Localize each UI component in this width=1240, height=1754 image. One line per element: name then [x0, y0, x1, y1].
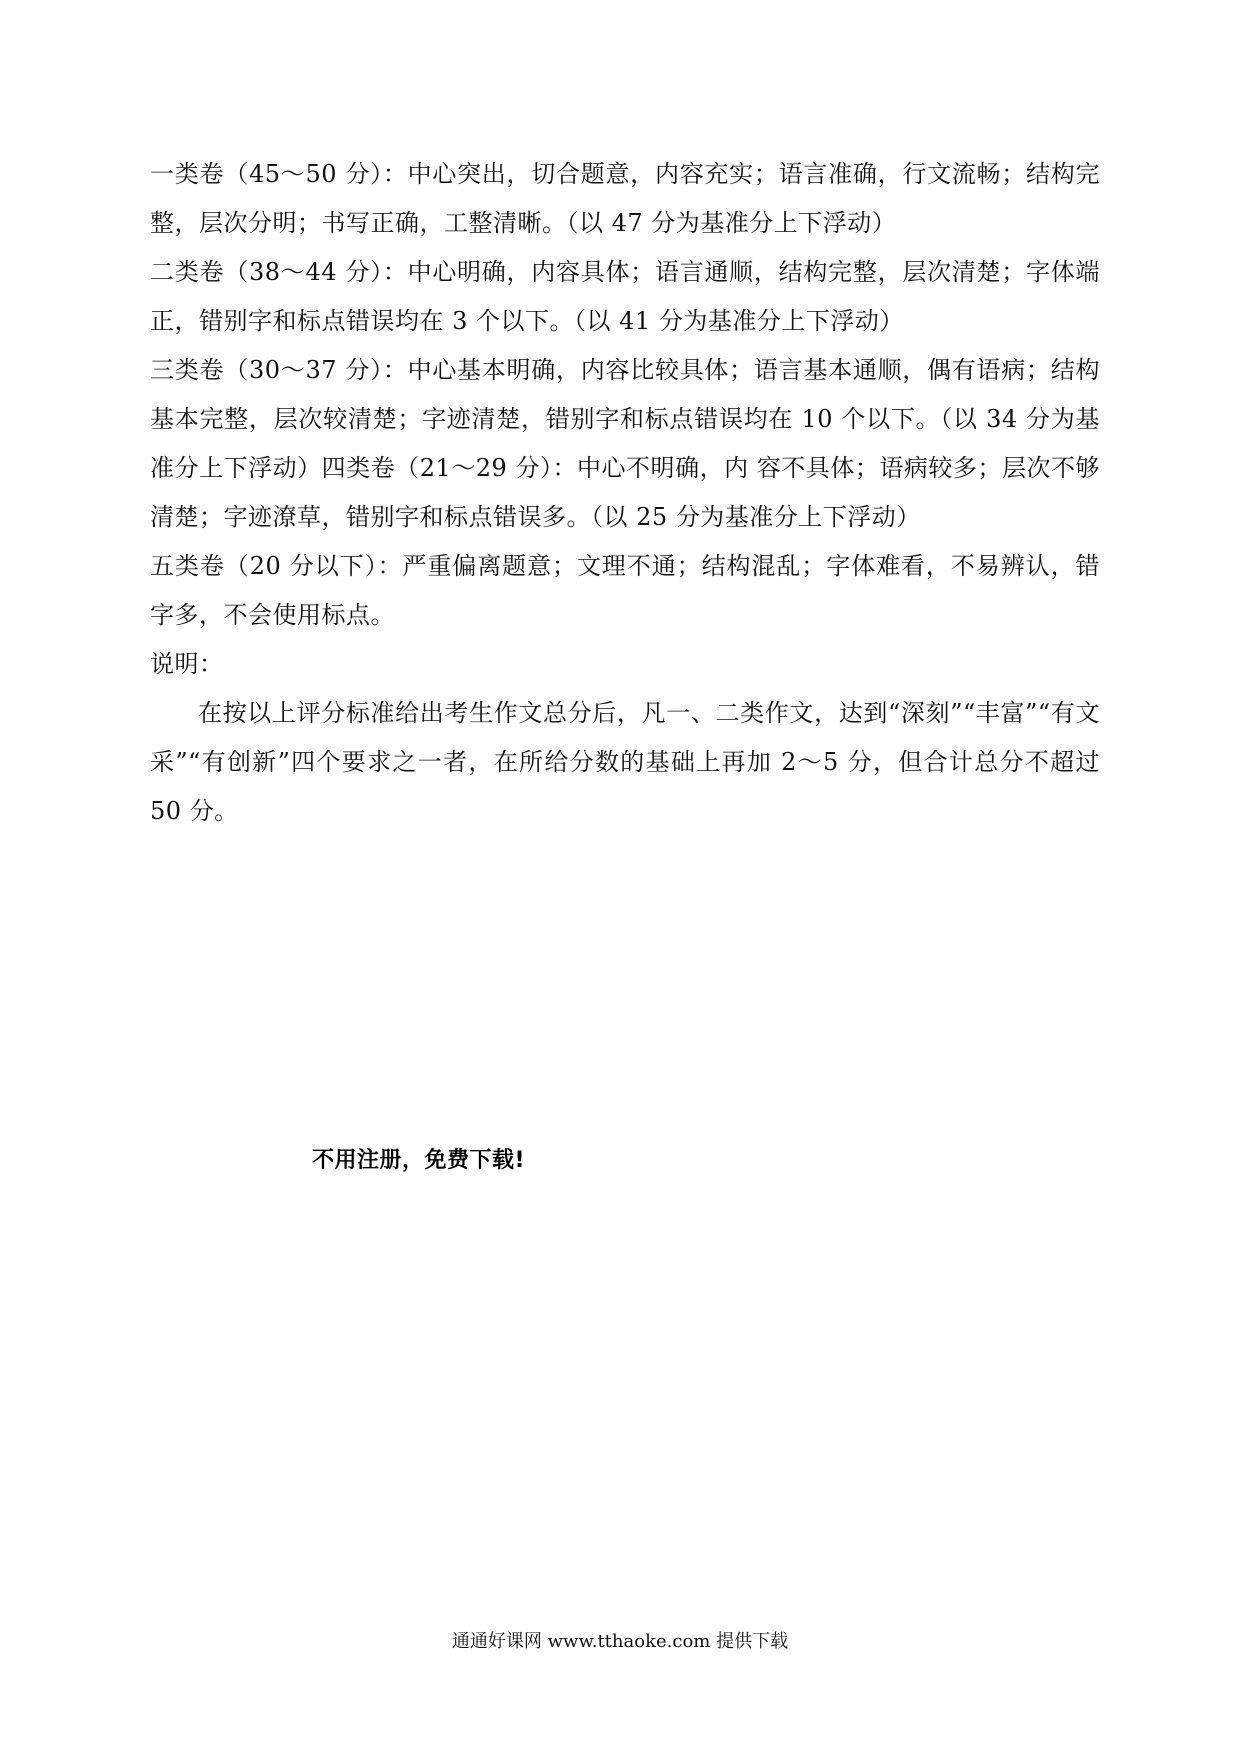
promo-text: 不用注册，免费下载! [312, 1148, 526, 1173]
notes-body: 在按以上评分标准给出考生作文总分后，凡一、二类作文，达到“深刻”“丰富”“有文采”“有创新”四个要求之一者，在所给分数的基础上再加 2～5 分，但合计总分不超过 50 分。 [150, 699, 1100, 825]
notes-heading: 说明： [150, 650, 224, 678]
page-footer: 通通好课网 www.tthaoke.com 提供下载 [451, 1631, 789, 1652]
paragraph-class-three-four: 三类卷（30～37 分）：中心基本明确，内容比较具体；语言基本通顺，偶有语病；结构基本完整，层次较清楚；字迹清楚，错别字和标点错误均在 10 个以下。（以 34 分为基准分上下浮动）四类卷（21～29 分）：中心不明确，内 容不具体；语病较多；层次不够清楚；字迹潦草，错别字和标点错误多。（以 25 分为基准分上下浮动） [150, 356, 1100, 531]
paragraph-class-two: 二类卷（38～44 分）：中心明确，内容具体；语言通顺，结构完整，层次清楚；字体端正，错别字和标点错误均在 3 个以下。（以 41 分为基准分上下浮动） [150, 258, 1100, 335]
paragraph-class-five: 五类卷（20 分以下）：严重偏离题意；文理不通；结构混乱；字体难看，不易辨认，错字多，不会使用标点。 [150, 552, 1100, 629]
grading-criteria-text [150, 150, 1100, 836]
paragraph-class-one: 一类卷（45～50 分）：中心突出，切合题意，内容充实；语言准确，行文流畅；结构完整，层次分明；书写正确，工整清晰。（以 47 分为基准分上下浮动） [150, 160, 1100, 237]
